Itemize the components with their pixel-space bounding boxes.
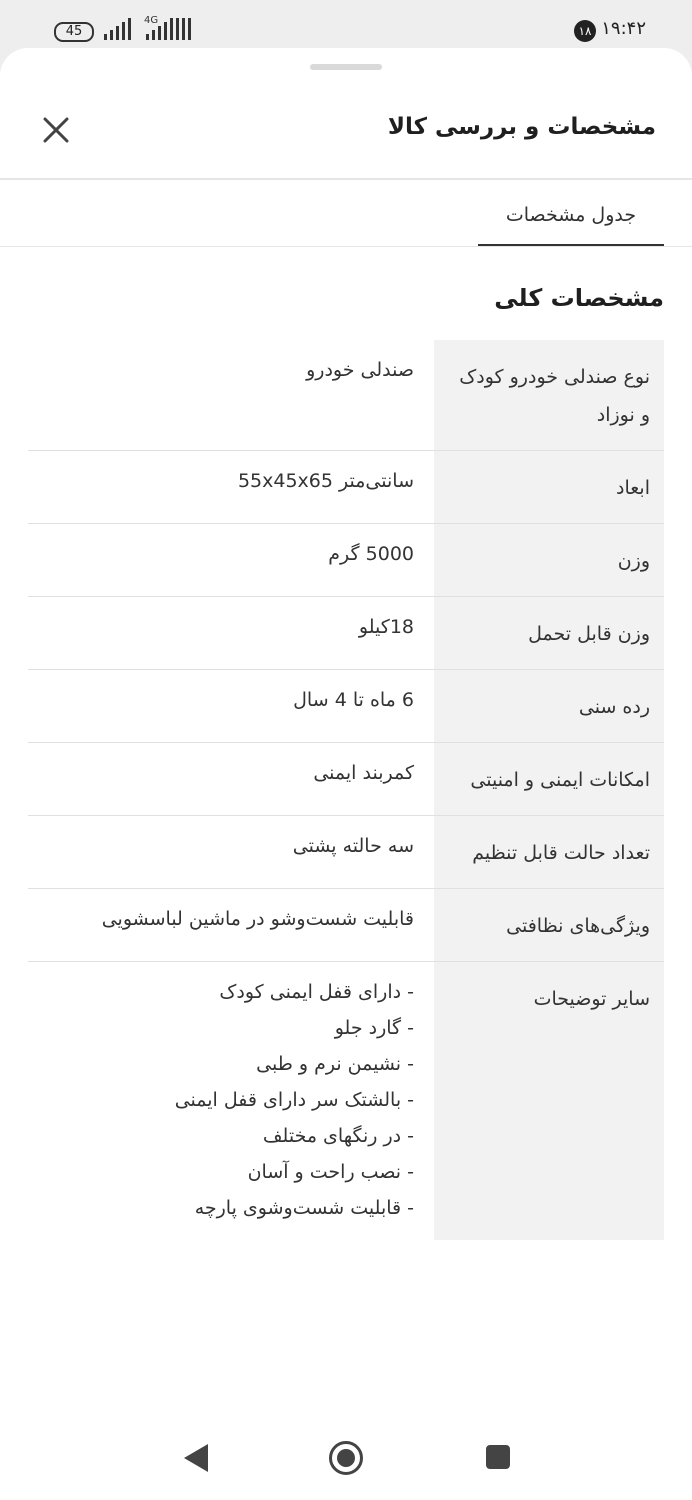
spec-row xyxy=(28,743,664,816)
close-icon xyxy=(40,114,72,146)
list-item: - نصب راحت و آسان xyxy=(247,1161,414,1183)
spec-row xyxy=(28,340,664,451)
spec-key: تعداد حالت قابل تنظیم xyxy=(434,816,664,888)
battery-indicator: 45 xyxy=(54,22,94,42)
system-nav-bar xyxy=(0,1424,692,1500)
spec-row xyxy=(28,889,664,962)
sheet-title: مشخصات و بررسی کالا xyxy=(387,114,656,140)
spec-value: قابلیت شست‌وشو در ماشین لباسشویی xyxy=(101,908,414,930)
nav-home-icon xyxy=(328,1440,364,1476)
spec-value: 18کیلو xyxy=(358,616,414,638)
spec-row xyxy=(28,816,664,889)
nav-recent-icon xyxy=(485,1444,511,1470)
spec-row xyxy=(28,524,664,597)
close-button[interactable] xyxy=(40,114,72,146)
signal-icon-2 xyxy=(146,18,191,40)
nav-home-button[interactable] xyxy=(328,1440,364,1476)
spec-sheet xyxy=(0,48,692,1424)
section-title: مشخصات کلی xyxy=(494,284,664,312)
spec-row xyxy=(28,670,664,743)
list-item: - دارای قفل ایمنی کودک xyxy=(219,981,414,1003)
spec-value: سه حالته پشتی xyxy=(292,835,414,857)
tab-divider xyxy=(0,246,692,247)
notification-badge: ۱۸ xyxy=(574,20,596,42)
spec-value: 6 ماه تا 4 سال xyxy=(293,689,414,711)
tab-label: جدول مشخصات xyxy=(505,204,637,226)
nav-back-button[interactable] xyxy=(182,1442,210,1474)
spec-value xyxy=(28,962,434,1240)
spec-key: وزن قابل تحمل xyxy=(434,597,664,669)
list-item: - گارد جلو xyxy=(334,1017,414,1039)
nav-back-icon xyxy=(182,1442,210,1474)
list-item: - در رنگهای مختلف xyxy=(262,1125,414,1147)
spec-table xyxy=(28,340,664,1240)
list-item: - بالشتک سر دارای قفل ایمنی xyxy=(174,1089,414,1111)
spec-value: صندلی خودرو xyxy=(306,359,414,381)
spec-row xyxy=(28,451,664,524)
list-item: - نشیمن نرم و طبی xyxy=(256,1053,414,1075)
network-type: 4G xyxy=(144,15,159,26)
spec-row xyxy=(28,962,664,1240)
signal-icon xyxy=(104,18,131,40)
sheet-drag-handle[interactable] xyxy=(310,64,382,70)
spec-row xyxy=(28,597,664,670)
spec-key: نوع صندلی خودرو کودک و نوزاد xyxy=(434,340,664,450)
spec-key: سایر توضیحات xyxy=(434,962,664,1240)
spec-key: ابعاد xyxy=(434,451,664,523)
spec-value: سانتی‌متر 55x45x65 xyxy=(237,470,414,492)
spec-key: رده سنی xyxy=(434,670,664,742)
status-time: ۱۹:۴۲ xyxy=(601,18,646,39)
spec-value: کمربند ایمنی xyxy=(313,762,414,784)
spec-key: وزن xyxy=(434,524,664,596)
description-list xyxy=(38,974,414,1226)
tab-spec-table[interactable] xyxy=(478,180,664,246)
list-item: - قابلیت شست‌وشوی پارچه xyxy=(194,1197,414,1219)
spec-value: 5000 گرم xyxy=(328,543,414,565)
spec-key: امکانات ایمنی و امنیتی xyxy=(434,743,664,815)
spec-key: ویژگی‌های نظافتی xyxy=(434,889,664,961)
nav-recent-button[interactable] xyxy=(485,1444,511,1470)
